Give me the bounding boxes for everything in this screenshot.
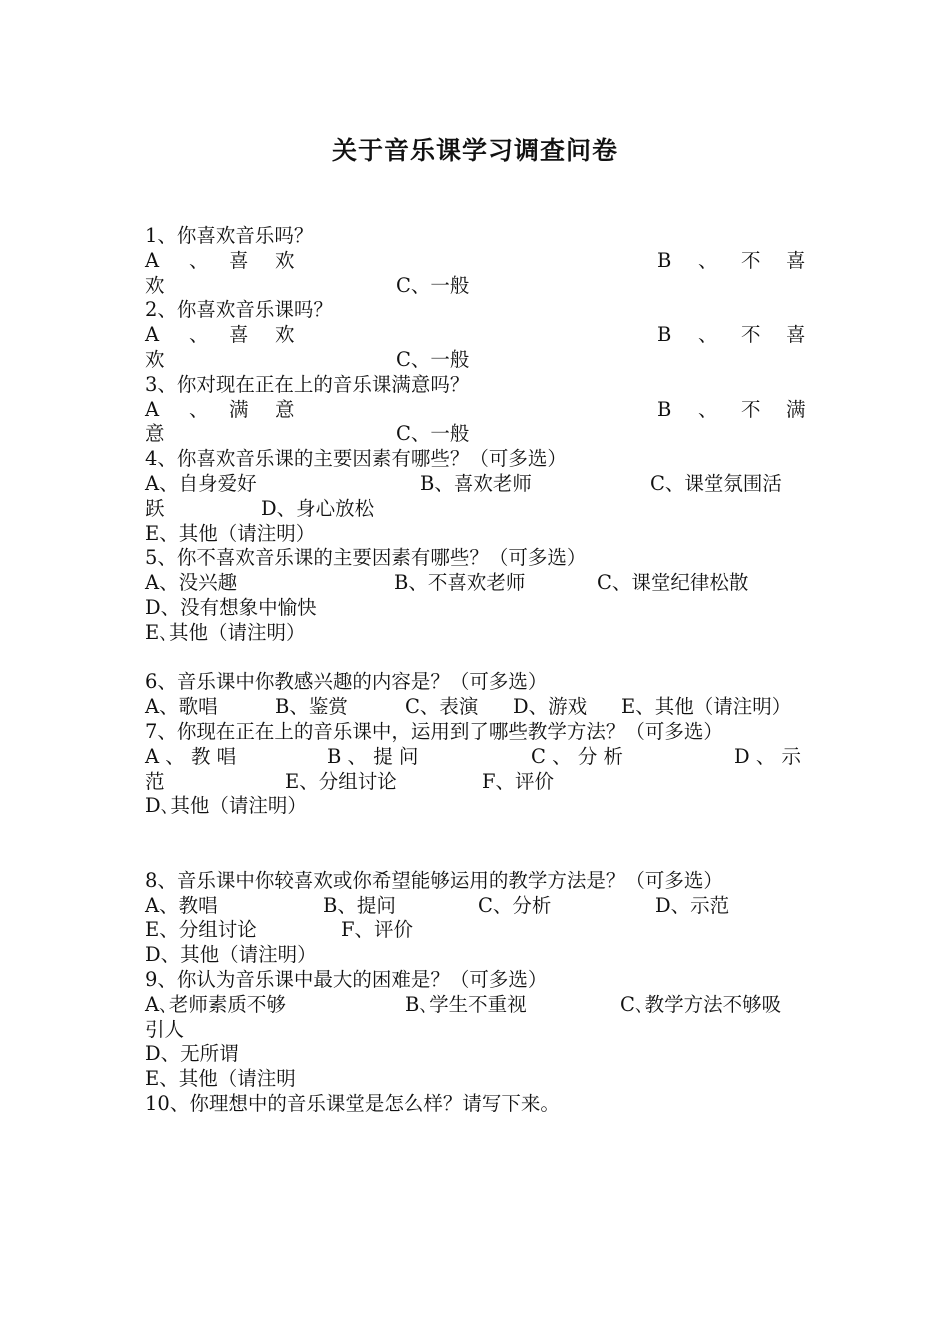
option-b-char2: 喜 <box>786 248 806 272</box>
option-b-char1: 不 <box>741 248 761 272</box>
question-4-options-row2 <box>145 497 807 522</box>
option-other: D、其他（请注明） <box>145 943 317 967</box>
option-c: C、一般 <box>396 273 470 297</box>
question-3-options-row <box>145 398 807 423</box>
option-d: D、身心放松 <box>261 496 375 520</box>
question-9: 9、你认为音乐课中最大的困难是？（可多选） <box>145 967 548 991</box>
option-a: A､老师素质不够 <box>145 992 286 1016</box>
question-1-options-row2 <box>145 274 807 299</box>
option-a-letter: A <box>145 248 160 272</box>
option-d: D、没有想象中愉快 <box>145 595 317 619</box>
option-a-char2: 欢 <box>275 323 295 347</box>
option-c: C、课堂纪律松散 <box>597 571 749 595</box>
option-b-sep: 、 <box>698 397 718 421</box>
option-c: C 、 分 析 <box>531 744 624 768</box>
option-b-letter: B <box>657 397 672 421</box>
option-b-continued: 意 <box>145 422 165 446</box>
option-b: B､学生不重视 <box>405 992 527 1016</box>
option-e: E、分组讨论 <box>145 918 257 942</box>
option-a-char2: 意 <box>275 397 295 421</box>
question-2: 2、你喜欢音乐课吗？ <box>145 298 333 322</box>
option-a-char2: 欢 <box>275 248 295 272</box>
option-b: B、不喜欢老师 <box>394 571 526 595</box>
option-d-continued: 范 <box>145 769 165 793</box>
option-a-char1: 喜 <box>229 323 249 347</box>
option-a: A、自身爱好 <box>145 471 257 495</box>
option-a-letter: A <box>145 397 160 421</box>
option-a-sep: 、 <box>189 248 209 272</box>
option-a-sep: 、 <box>189 397 209 421</box>
spacer <box>145 646 807 671</box>
question-1-options-row <box>145 249 807 274</box>
option-b: B、喜欢老师 <box>420 471 532 495</box>
question-8-options-row2 <box>145 918 807 943</box>
option-b-char1: 不 <box>741 323 761 347</box>
spacer <box>145 819 807 869</box>
option-d: D、无所谓 <box>145 1042 239 1066</box>
option-e: E、分组讨论 <box>285 769 397 793</box>
question-9-options-row <box>145 993 807 1018</box>
question-7-options-row2 <box>145 770 807 795</box>
option-b: B 、 提 问 <box>327 744 419 768</box>
option-b-continued: 欢 <box>145 347 165 371</box>
option-b-sep: 、 <box>698 248 718 272</box>
option-b-letter: B <box>657 323 672 347</box>
option-e: E、其他（请注明） <box>621 695 792 719</box>
question-3: 3、你对现在正在上的音乐课满意吗？ <box>145 372 470 396</box>
option-d: D、示范 <box>655 893 730 917</box>
question-4: 4、你喜欢音乐课的主要因素有哪些？（可多选） <box>145 447 567 471</box>
option-other: D､其他（请注明） <box>145 794 307 818</box>
option-b-char2: 满 <box>786 397 806 421</box>
questionnaire-body <box>145 224 807 1117</box>
question-5: 5、你不喜欢音乐课的主要因素有哪些？（可多选） <box>145 546 587 570</box>
option-c: C、一般 <box>396 347 470 371</box>
question-1: 1、你喜欢音乐吗？ <box>145 224 314 247</box>
option-b-char2: 喜 <box>786 323 806 347</box>
option-a: A、没兴趣 <box>145 571 238 595</box>
option-b-char1: 不 <box>741 397 761 421</box>
option-b: B、提问 <box>323 893 396 917</box>
question-2-options-row <box>145 323 807 348</box>
option-e: E､其他（请注明） <box>145 620 306 644</box>
option-a-sep: 、 <box>189 323 209 347</box>
option-c: C、课堂氛围活 <box>650 471 782 495</box>
question-8: 8、音乐课中你较喜欢或你希望能够运用的教学方法是？（可多选） <box>145 868 723 892</box>
option-b-sep: 、 <box>698 323 718 347</box>
option-c: C、表演 <box>405 695 479 719</box>
question-4-options-row <box>145 472 807 497</box>
question-5-options-row <box>145 571 807 596</box>
option-a-char1: 满 <box>229 397 249 421</box>
question-6-options-row <box>145 695 807 720</box>
option-d: D、游戏 <box>513 695 588 719</box>
option-c-continued: 跃 <box>145 496 165 520</box>
option-a: A、歌唱 <box>145 695 218 719</box>
option-f: F、评价 <box>482 769 555 793</box>
option-a-char1: 喜 <box>229 248 249 272</box>
option-c: C､教学方法不够吸 <box>620 992 782 1016</box>
question-10: 10、你理想中的音乐课堂是怎么样？请写下来。 <box>145 1091 560 1115</box>
option-f: F、评价 <box>341 918 414 942</box>
option-e: E、其他（请注明 <box>145 1067 296 1091</box>
option-e: E、其他（请注明） <box>145 521 316 545</box>
question-7-options-row <box>145 745 807 770</box>
option-b: B、鉴赏 <box>275 695 348 719</box>
option-a: A、教唱 <box>145 893 218 917</box>
option-a-letter: A <box>145 323 160 347</box>
page-title: 关于音乐课学习调查问卷 <box>331 136 618 165</box>
option-a: A 、 教 唱 <box>145 744 237 768</box>
option-b-continued: 欢 <box>145 273 165 297</box>
question-6: 6、音乐课中你教感兴趣的内容是？（可多选） <box>145 670 548 694</box>
option-c: C、一般 <box>396 422 470 446</box>
option-b-letter: B <box>657 248 672 272</box>
question-2-options-row2 <box>145 348 807 373</box>
question-8-options-row <box>145 894 807 919</box>
option-d: D 、 示 <box>734 744 802 768</box>
option-c: C、分析 <box>478 893 552 917</box>
question-7: 7、你现在正在上的音乐课中，运用到了哪些教学方法？（可多选） <box>145 719 723 743</box>
question-3-options-row2 <box>145 422 807 447</box>
option-c-continued: 引人 <box>145 1017 185 1041</box>
